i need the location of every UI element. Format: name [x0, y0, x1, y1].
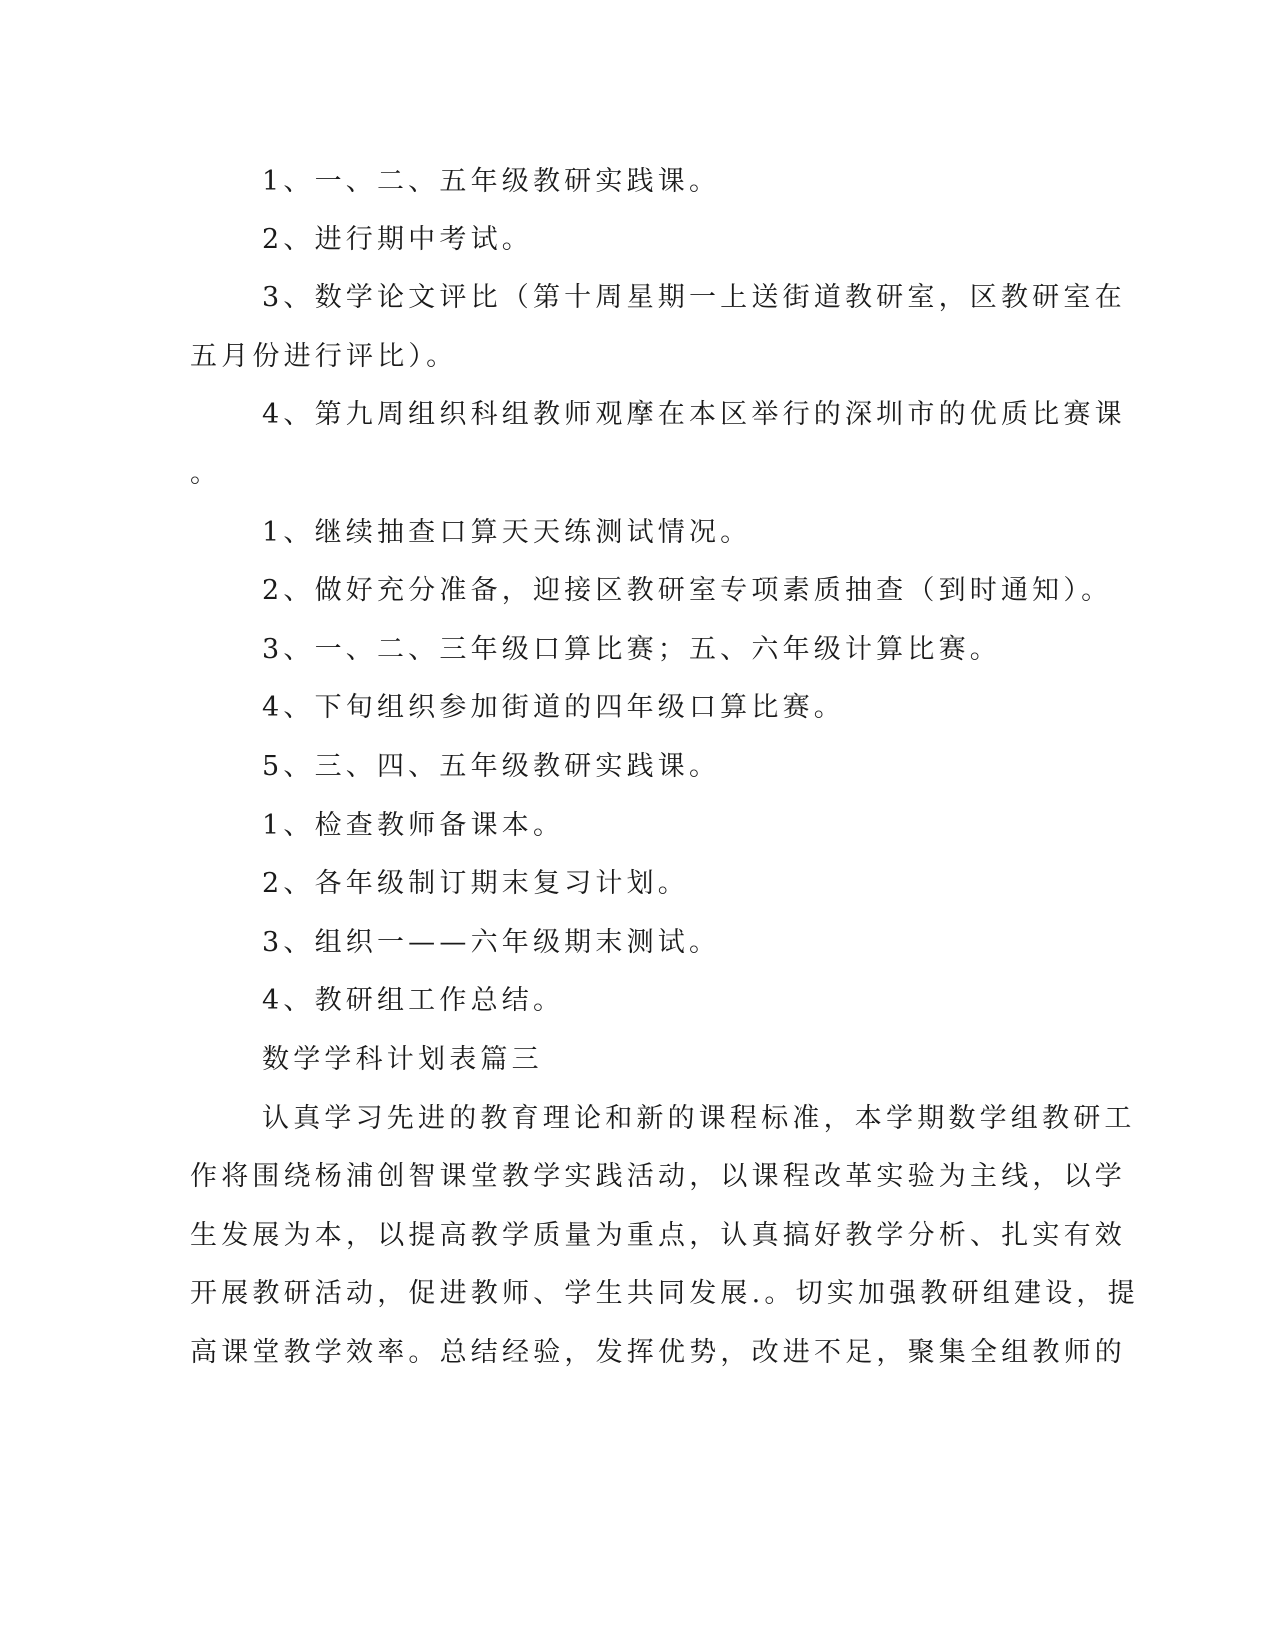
text-line: 1、一、二、五年级教研实践课。: [262, 166, 721, 197]
text-line: 4、教研组工作总结。: [262, 985, 565, 1016]
section-heading: 数学学科计划表篇三: [262, 1044, 543, 1075]
text-line: 生发展为本，以提高教学质量为重点，认真搞好教学分析、扎实有效: [190, 1220, 1126, 1251]
text-line: 五月份进行评比）。: [190, 341, 458, 372]
text-line: 4、第九周组织科组教师观摩在本区举行的深圳市的优质比赛课: [262, 399, 1126, 430]
text-line: 5、三、四、五年级教研实践课。: [262, 751, 721, 782]
text-line: 作将围绕杨浦创智课堂教学实践活动，以课程改革实验为主线，以学: [190, 1161, 1126, 1192]
text-line: 。: [190, 458, 222, 489]
text-line: 3、一、二、三年级口算比赛；五、六年级计算比赛。: [262, 634, 1001, 665]
text-line: 1、检查教师备课本。: [262, 810, 565, 841]
text-line: 认真学习先进的教育理论和新的课程标准，本学期数学组教研工: [262, 1103, 1136, 1134]
text-line: 2、各年级制订期末复习计划。: [262, 868, 689, 899]
text-line: 高课堂教学效率。总结经验，发挥优势，改进不足，聚集全组教师的: [190, 1337, 1126, 1368]
text-line: 3、组织一——六年级期末测试。: [262, 927, 721, 958]
text-line: 2、进行期中考试。: [262, 224, 533, 255]
text-line: 4、下旬组织参加街道的四年级口算比赛。: [262, 692, 845, 723]
text-line: 3、数学论文评比（第十周星期一上送街道教研室，区教研室在: [262, 282, 1126, 313]
text-line: 开展教研活动，促进教师、学生共同发展.。切实加强教研组建设，提: [190, 1278, 1139, 1309]
text-line: 2、做好充分准备，迎接区教研室专项素质抽查（到时通知）。: [262, 575, 1113, 606]
text-line: 1、继续抽查口算天天练测试情况。: [262, 517, 752, 548]
